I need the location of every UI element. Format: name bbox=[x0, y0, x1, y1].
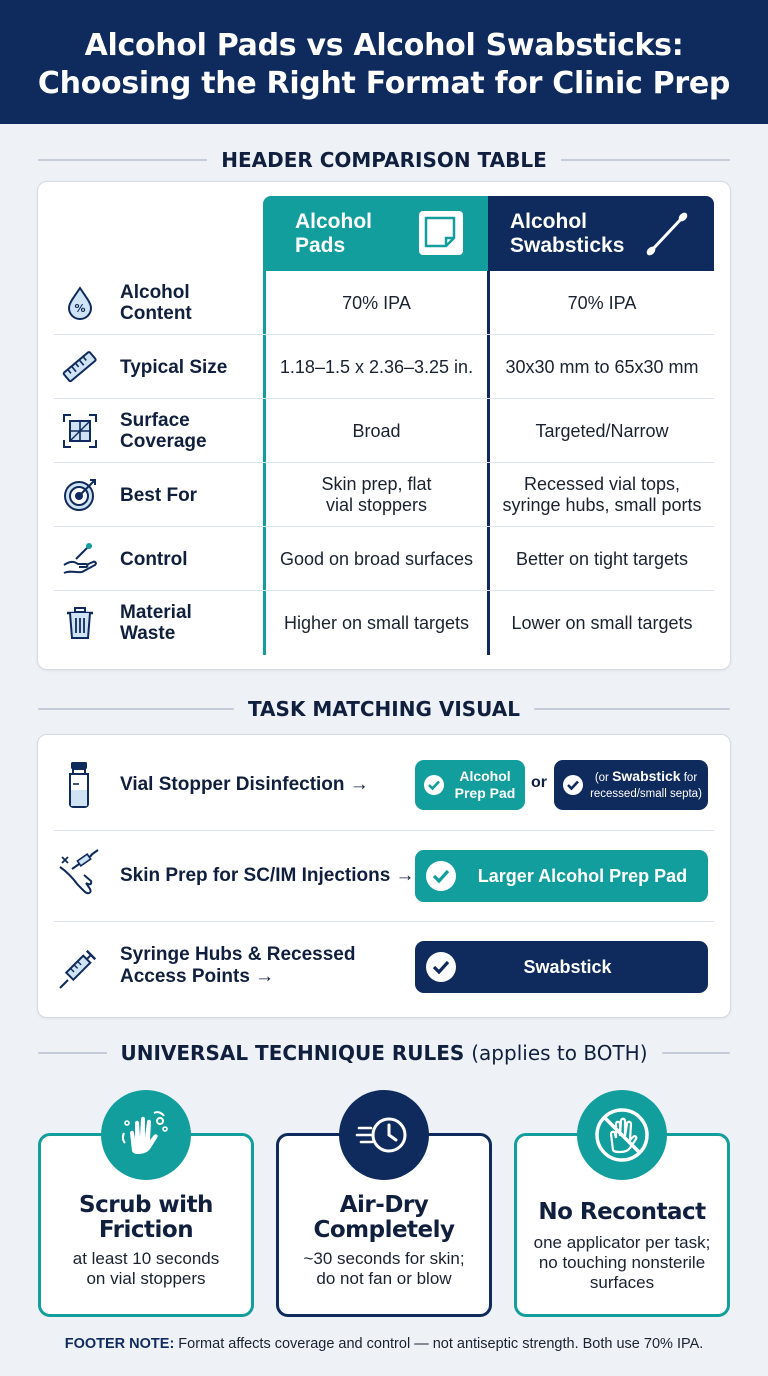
table-row bbox=[54, 527, 714, 591]
page-title-line1: Alcohol Pads vs Alcohol Swabsticks: bbox=[84, 28, 684, 63]
rules-title-text: UNIVERSAL TECHNIQUE RULES (applies to BOTH) bbox=[120, 1041, 648, 1065]
pads-cell: Broad bbox=[352, 420, 401, 441]
check-icon bbox=[423, 774, 445, 796]
list-item bbox=[54, 922, 714, 1013]
result-swabstick: Swabstick bbox=[415, 941, 708, 993]
row-label: Best For bbox=[120, 484, 198, 506]
table-row bbox=[54, 335, 714, 399]
swabstick-icon bbox=[642, 208, 692, 258]
result-alcohol-prep-pad: Alcohol Prep Pad bbox=[415, 760, 525, 810]
footer-note: FOOTER NOTE: Format affects coverage and control — not antiseptic strength. Both use 70% IPA. bbox=[64, 1336, 704, 1352]
table-row bbox=[54, 463, 714, 527]
comparison-title-text: HEADER COMPARISON TABLE bbox=[221, 148, 547, 172]
row-label: Material Waste bbox=[120, 602, 192, 644]
scrub-hands-icon bbox=[101, 1090, 191, 1180]
vial-icon bbox=[58, 760, 100, 810]
pads-cell: Skin prep, flat vial stoppers bbox=[321, 474, 432, 515]
rules-section-title bbox=[38, 1041, 730, 1065]
task-label: Syringe Hubs & Recessed Access Points → bbox=[120, 944, 356, 987]
swabs-cell: Better on tight targets bbox=[515, 548, 689, 569]
result-swabstick-alt: (or Swabstick for recessed/small septa) bbox=[554, 760, 708, 810]
column-header-pads-line2: Pads bbox=[295, 234, 346, 257]
row-label: Surface Coverage bbox=[120, 410, 207, 452]
comparison-section-title bbox=[38, 148, 730, 172]
table-row bbox=[54, 271, 714, 335]
list-item bbox=[54, 831, 714, 922]
check-icon bbox=[562, 774, 584, 796]
task-label: Skin Prep for SC/IM Injections → bbox=[120, 865, 415, 886]
task-title-text: TASK MATCHING VISUAL bbox=[247, 697, 521, 721]
pads-cell: Good on broad surfaces bbox=[279, 548, 474, 569]
rule-card-air-dry: Air-Dry Completely ~30 seconds for skin; do not fan or blow bbox=[276, 1133, 492, 1317]
page-header bbox=[0, 0, 768, 124]
rule-card-no-recontact: No Recontact one applicator per task; no touching nonsterile surfaces bbox=[514, 1133, 730, 1317]
table-row bbox=[54, 399, 714, 463]
table-row bbox=[54, 591, 714, 655]
pads-cell: Higher on small targets bbox=[283, 612, 470, 633]
task-section-title bbox=[38, 697, 730, 721]
column-header-swabs-line2: Swabsticks bbox=[510, 234, 625, 257]
syringe-icon bbox=[58, 940, 100, 990]
trash-icon bbox=[62, 605, 98, 641]
check-icon bbox=[425, 951, 457, 983]
row-label: Control bbox=[120, 548, 188, 570]
check-icon bbox=[425, 860, 457, 892]
target-icon bbox=[62, 477, 98, 513]
or-text: or bbox=[531, 774, 547, 791]
droplet-percent-icon bbox=[62, 285, 98, 321]
column-header-swabs bbox=[488, 196, 714, 271]
no-touch-icon bbox=[577, 1090, 667, 1180]
surface-grid-icon bbox=[62, 413, 98, 449]
clock-air-icon bbox=[339, 1090, 429, 1180]
column-header-swabs-line1: Alcohol bbox=[510, 210, 587, 233]
ruler-icon bbox=[62, 349, 98, 385]
rule-card-scrub: Scrub with Friction at least 10 seconds on vial stoppers bbox=[38, 1133, 254, 1317]
page-title-line2: Choosing the Right Format for Clinic Prep bbox=[37, 66, 731, 101]
row-label: Alcohol Content bbox=[120, 282, 192, 324]
hand-control-icon bbox=[62, 541, 98, 577]
swabs-cell: 30x30 mm to 65x30 mm bbox=[505, 356, 699, 377]
swabs-cell: 70% IPA bbox=[567, 292, 637, 313]
pad-icon bbox=[416, 208, 466, 258]
row-label: Typical Size bbox=[120, 356, 228, 378]
swabs-cell: Lower on small targets bbox=[511, 612, 693, 633]
column-header-pads bbox=[263, 196, 488, 271]
arm-injection-icon bbox=[58, 849, 100, 899]
result-larger-alcohol-prep-pad: Larger Alcohol Prep Pad bbox=[415, 850, 708, 902]
column-header-pads-line1: Alcohol bbox=[295, 210, 372, 233]
pads-cell: 1.18–1.5 x 2.36–3.25 in. bbox=[279, 356, 474, 377]
swabs-cell: Recessed vial tops, syringe hubs, small ports bbox=[502, 474, 702, 515]
svg-text:%: % bbox=[74, 302, 86, 315]
pads-cell: 70% IPA bbox=[342, 292, 411, 313]
swabs-cell: Targeted/Narrow bbox=[535, 420, 669, 441]
task-label: Vial Stopper Disinfection → bbox=[120, 774, 369, 795]
list-item bbox=[54, 740, 714, 831]
